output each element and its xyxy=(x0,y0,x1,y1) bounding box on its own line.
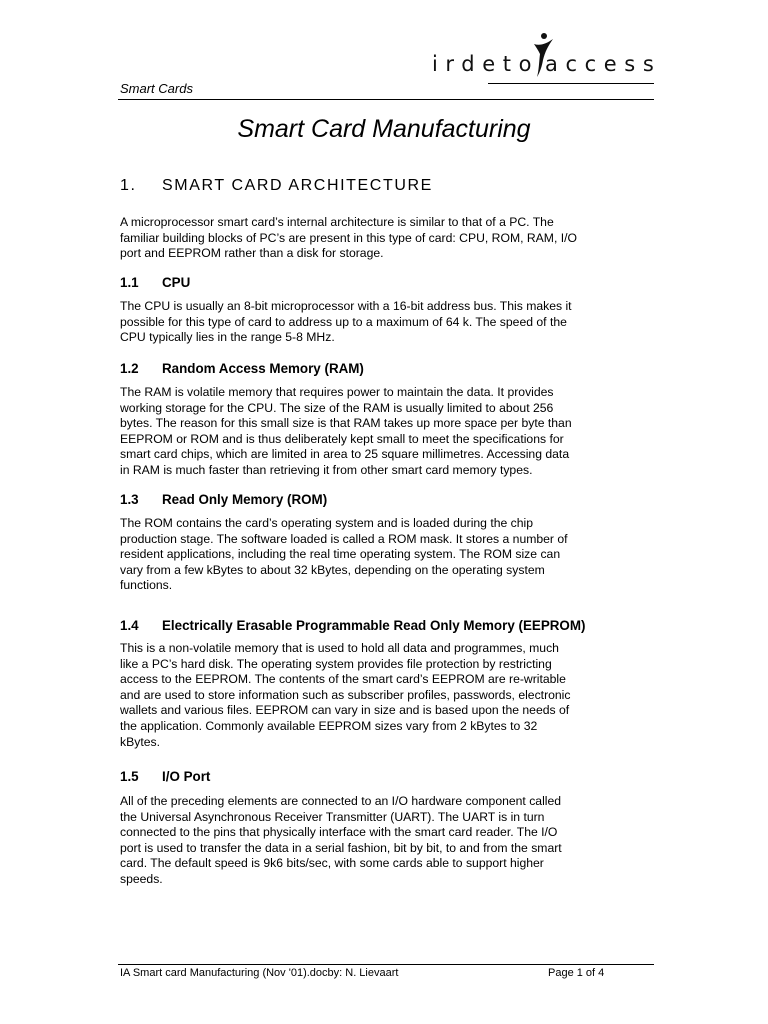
document-title: Smart Card Manufacturing xyxy=(237,115,531,143)
text-line: the application. Commonly available EEPROM sizes vary from 2 kBytes to 32 xyxy=(120,718,538,733)
subsection-title: CPU xyxy=(162,275,191,290)
text-line: like a PC’s hard disk. The operating system provides file protection by restricting xyxy=(120,656,552,671)
paragraph-eeprom xyxy=(120,641,640,750)
text-line: CPU typically lies in the range 5-8 MHz. xyxy=(120,330,335,345)
text-line: in RAM is much faster than retrieving it from other smart card memory types. xyxy=(120,462,533,477)
footer-document-info: IA Smart card Manufacturing (Nov '01).docby: N. Lievaart xyxy=(120,967,399,979)
subsection-number: 1.4 xyxy=(120,618,139,633)
paragraph-io-port xyxy=(120,794,640,888)
text-line: resident applications, including the real time operating system. The ROM size can xyxy=(120,547,561,562)
text-line: A microprocessor smart card’s internal architecture is similar to that of a PC. The xyxy=(120,215,554,229)
text-line: port is used to transfer the data in a serial fashion, bit by bit, to and from the smart xyxy=(120,840,562,855)
logo-word-access: access xyxy=(545,52,662,76)
text-line: card. The default speed is 9k6 bits/sec, with some cards able to support higher xyxy=(120,856,544,871)
footer-page-number: Page 1 of 4 xyxy=(548,967,605,979)
subsection-number: 1.2 xyxy=(120,361,139,376)
subsection-title: Random Access Memory (RAM) xyxy=(162,361,364,376)
section-number: 1. xyxy=(120,177,137,194)
text-line: The CPU is usually an 8-bit microprocessor with a 16-bit address bus. This makes it xyxy=(120,299,572,313)
subsection-heading-rom xyxy=(120,492,327,507)
text-line: speeds. xyxy=(120,871,163,886)
subsection-title: Read Only Memory (ROM) xyxy=(162,492,328,507)
subsection-title: I/O Port xyxy=(162,769,211,784)
text-line: The RAM is volatile memory that requires power to maintain the data. It provides xyxy=(120,385,554,399)
text-line: familiar building blocks of PC’s are present in this type of card: CPU, ROM, RAM, I/O xyxy=(120,230,577,245)
text-line: kBytes. xyxy=(120,734,160,749)
text-line: and are used to store information such as subscriber profiles, passwords, electronic xyxy=(120,687,571,702)
text-line: connected to the pins that physically interface with the smart card reader. The I/O xyxy=(120,825,558,840)
text-line: bytes. The reason for this small size is that RAM takes up more space per byte than xyxy=(120,416,572,431)
footer-divider xyxy=(118,964,654,965)
subsection-heading-ram xyxy=(120,361,364,376)
subsection-heading-io-port xyxy=(120,769,210,784)
section-title-text: SMART CARD ARCHITECTURE xyxy=(162,177,433,194)
text-line: working storage for the CPU. The size of the RAM is usually limited to about 256 xyxy=(120,400,554,415)
subsection-heading-eeprom xyxy=(120,618,585,633)
logo-underline xyxy=(488,83,654,84)
text-line: port and EEPROM rather than a disk for storage. xyxy=(120,246,384,261)
paragraph-ram xyxy=(120,385,640,479)
text-line: production stage. The software loaded is called a ROM mask. It stores a number of xyxy=(120,531,568,546)
logo-word-irdeto: irdeto xyxy=(432,52,540,76)
text-line: vary from a few kBytes to about 32 kBytes, depending on the operating system xyxy=(120,562,545,577)
paragraph-cpu xyxy=(120,299,640,346)
text-line: possible for this type of card to address up to a maximum of 64 k. The speed of the xyxy=(120,314,567,329)
intro-paragraph xyxy=(120,215,640,262)
text-line: the Universal Asynchronous Receiver Transmitter (UART). The UART is in turn xyxy=(120,809,545,824)
subsection-title: Electrically Erasable Programmable Read Only Memory (EEPROM) xyxy=(162,618,586,633)
irdeto-access-logo xyxy=(432,30,662,82)
subsection-number: 1.3 xyxy=(120,492,139,507)
text-line: smart card chips, which are limited in area to 25 square millimetres. Accessing data xyxy=(120,447,570,462)
subsection-number: 1.1 xyxy=(120,275,139,290)
text-line: This is a non-volatile memory that is used to hold all data and programmes, much xyxy=(120,641,559,655)
text-line: The ROM contains the card’s operating system and is loaded during the chip xyxy=(120,516,534,530)
running-header: Smart Cards xyxy=(120,81,193,96)
header-divider xyxy=(118,99,654,100)
text-line: EEPROM or ROM and is thus deliberately kept small to meet the specifications for xyxy=(120,431,564,446)
text-line: functions. xyxy=(120,578,173,593)
subsection-number: 1.5 xyxy=(120,769,139,784)
subsection-heading-cpu xyxy=(120,275,190,290)
text-line: access to the EEPROM. The contents of the smart card’s EEPROM are re-writable xyxy=(120,672,566,687)
section-heading xyxy=(120,177,433,195)
text-line: All of the preceding elements are connected to an I/O hardware component called xyxy=(120,794,562,808)
text-line: wallets and various files. EEPROM can vary in size and is based upon the needs of xyxy=(120,703,570,718)
paragraph-rom xyxy=(120,516,640,594)
